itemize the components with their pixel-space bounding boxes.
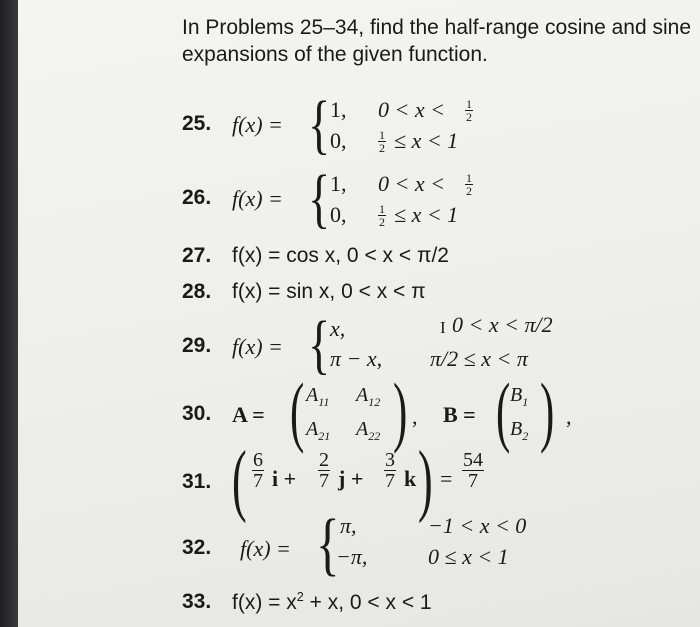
problem-29-case1-value: x, <box>330 316 346 341</box>
problem-33-expression: $f(x) = x^2 + x$, 0 < x < 1 <box>232 590 432 614</box>
problem-25-brace: { <box>308 88 331 161</box>
problem-26-case2-value: 0, <box>330 202 347 227</box>
problem-31-k-term: k <box>404 466 417 491</box>
problem-31-i-term: i + <box>272 466 297 491</box>
problem-26-half-fraction-2: $\frac{1}{2}$ <box>379 202 385 229</box>
problem-25-lhs: f(x) = <box>232 112 283 137</box>
problem-31-fraction-54-7: $\frac{54}{7}$ <box>463 449 483 492</box>
problem-25-case2-value: 0, <box>330 128 347 153</box>
problem-30-a21: $A_{21}$ <box>306 418 331 443</box>
problem-30-a-right-paren: ) <box>393 367 408 454</box>
problem-30-number: 30. <box>182 402 212 425</box>
problem-31-fraction-2-7: $\frac{2}{7}$ <box>319 449 329 492</box>
problem-30-comma-1: , <box>412 404 418 429</box>
problem-25-case1-range: 0 < x < <box>378 97 445 122</box>
problem-31-right-paren: ) <box>418 436 433 524</box>
page-edge-shadow <box>0 0 18 627</box>
problem-32-brace: { <box>316 506 340 583</box>
problem-32-case2-value: −π, <box>336 544 368 569</box>
problem-25-half-fraction-2: $\frac{1}{2}$ <box>379 128 385 155</box>
problem-27-number: 27. <box>182 244 212 267</box>
problem-31-number: 31. <box>182 470 212 493</box>
problem-31-equals: = <box>440 466 453 491</box>
problem-29-case2-range: π/2 ≤ x < π <box>430 346 528 371</box>
problem-30-matrix-a-label: A = <box>232 402 265 427</box>
problem-26-half-fraction-1: $\frac{1}{2}$ <box>466 171 472 198</box>
problem-25-case1-value: 1, <box>330 97 347 122</box>
problem-29-brace: { <box>308 308 331 381</box>
problem-29-lhs: f(x) = <box>232 334 283 359</box>
problem-30-b-left-paren: ( <box>496 367 511 454</box>
problem-26-brace: { <box>308 162 331 235</box>
problem-29-case2-value: π − x, <box>330 346 383 371</box>
problem-29-case1-range: 0 < x < π/2 <box>452 312 553 337</box>
problem-26-lhs: f(x) = <box>232 186 283 211</box>
problem-30-b2: $B_2$ <box>510 418 529 443</box>
problem-26-case2-range: ≤ x < 1 <box>394 202 459 227</box>
problem-25-half-fraction-1: $\frac{1}{2}$ <box>466 97 472 124</box>
problem-25-case2-range: ≤ x < 1 <box>394 128 459 153</box>
problem-30-a12: $A_{12}$ <box>356 384 381 409</box>
problem-26-case1-range: 0 < x < <box>378 171 445 196</box>
problem-32-case1-value: π, <box>340 513 357 538</box>
problem-32-lhs: f(x) = <box>240 536 291 561</box>
problem-27-expression: f(x) = cos x, 0 < x < π/2 <box>232 244 449 267</box>
problem-28-number: 28. <box>182 280 212 303</box>
problem-30-comma-2: , <box>566 404 572 429</box>
problem-instructions: In Problems 25–34, find the half-range cosine and sine expansions of the given function. <box>182 16 691 66</box>
problem-26-case1-value: 1, <box>330 171 347 196</box>
problem-31-fraction-6-7: $\frac{6}{7}$ <box>253 449 263 492</box>
problem-30-b1: $B_1$ <box>510 384 529 409</box>
problem-32-number: 32. <box>182 536 212 559</box>
problem-30-a22: $A_{22}$ <box>356 418 381 443</box>
problem-28-expression: f(x) = sin x, 0 < x < π <box>232 280 426 303</box>
problem-31-j-term: j + <box>338 466 364 491</box>
problem-32-case1-range: −1 < x < 0 <box>428 513 527 538</box>
problem-25-number: 25. <box>182 112 212 135</box>
problem-30-b-right-paren: ) <box>540 367 555 454</box>
problem-31-fraction-3-7: $\frac{3}{7}$ <box>385 449 395 492</box>
problem-33-number: 33. <box>182 590 212 613</box>
problem-32-case2-range: 0 ≤ x < 1 <box>428 544 509 569</box>
problem-29-stray-mark: I <box>440 318 446 337</box>
problem-31-left-paren: ( <box>232 436 247 524</box>
problem-30-a11: $A_{11}$ <box>306 384 330 409</box>
problem-29-number: 29. <box>182 334 212 357</box>
problem-30-a-left-paren: ( <box>290 367 305 454</box>
problem-26-number: 26. <box>182 186 212 209</box>
problem-30-matrix-b-label: B = <box>443 402 476 427</box>
